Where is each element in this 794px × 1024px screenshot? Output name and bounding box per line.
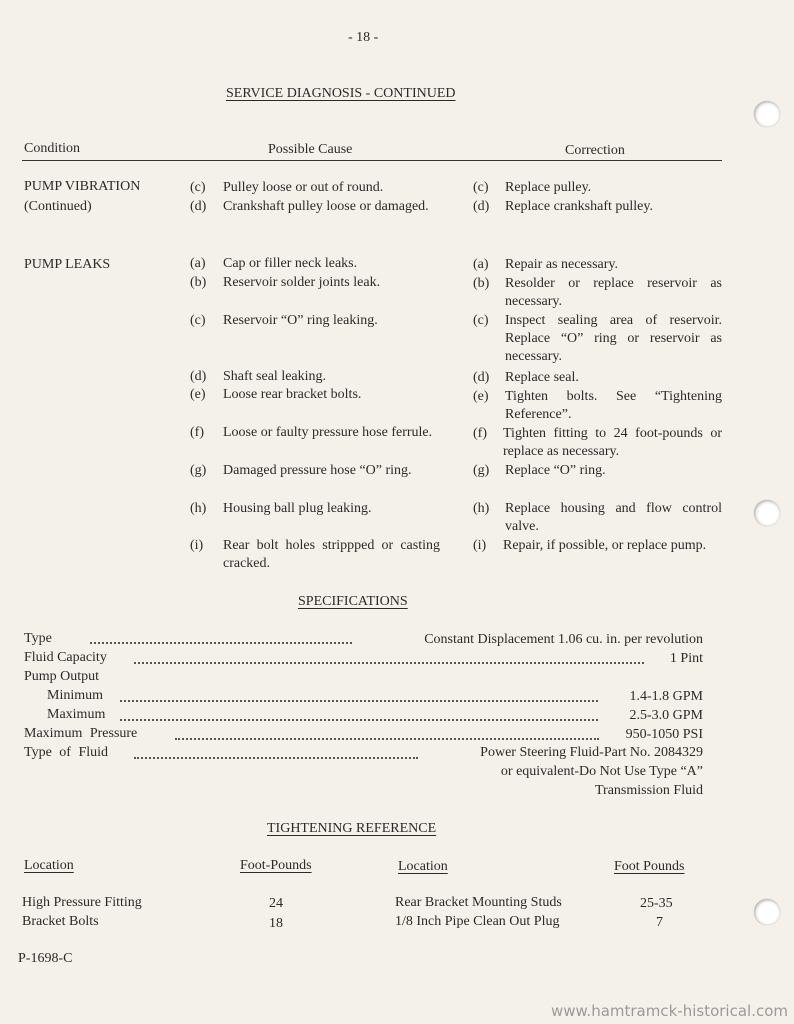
tightening-header-foot-pounds: Foot-Pounds xyxy=(240,858,312,873)
correction-letter: (d) xyxy=(473,370,490,385)
tightening-header-location-2: Location xyxy=(398,859,448,874)
dot-leader xyxy=(134,757,418,759)
correction-text: Inspect sealing area of reservoir. Replace “O” ring or reservoir as necessary. xyxy=(505,313,722,364)
cause-letter: (d) xyxy=(190,199,207,214)
correction-letter: (b) xyxy=(473,276,490,291)
dot-leader xyxy=(134,662,644,664)
tightening-location-2: 1/8 Inch Pipe Clean Out Plug xyxy=(395,914,560,929)
cause-text: Housing ball plug leaking. xyxy=(223,501,372,516)
spec-value: 1.4-1.8 GPM xyxy=(629,689,703,704)
binder-hole-middle xyxy=(754,500,780,526)
header-rule xyxy=(22,160,722,161)
cause-letter: (b) xyxy=(190,275,207,290)
dot-leader xyxy=(120,719,598,721)
cause-text: Shaft seal leaking. xyxy=(223,369,327,384)
spec-value: 950-1050 PSI xyxy=(625,727,703,742)
condition-label: PUMP LEAKS xyxy=(24,257,111,272)
spec-value: or equivalent-Do Not Use Type “A” xyxy=(500,764,703,779)
spec-value: 2.5-3.0 GPM xyxy=(629,708,703,723)
correction-letter: (g) xyxy=(473,463,490,478)
cause-letter: (a) xyxy=(190,256,206,271)
correction-text: Repair, if possible, or replace pump. xyxy=(503,538,707,553)
dot-leader xyxy=(90,642,352,644)
tightening-location: Bracket Bolts xyxy=(22,914,99,929)
cause-letter: (c) xyxy=(190,313,206,328)
spec-value: Power Steering Fluid-Part No. 2084329 xyxy=(480,745,703,760)
cause-letter: (c) xyxy=(190,180,206,195)
tightening-value-2: 25-35 xyxy=(640,896,673,911)
dot-leader xyxy=(175,738,599,740)
watermark: www.hamtramck-historical.com xyxy=(551,1002,788,1020)
cause-text: Damaged pressure hose “O” ring. xyxy=(223,463,412,478)
cause-text: Loose rear bracket bolts. xyxy=(223,387,362,402)
spec-label: Maximum Pressure xyxy=(24,726,138,741)
dot-leader xyxy=(120,700,598,702)
correction-letter: (d) xyxy=(473,199,490,214)
correction-text: Resolder or replace reservoir as necessary. xyxy=(505,276,722,309)
footer-code: P-1698-C xyxy=(18,951,73,966)
cause-text: Reservoir “O” ring leaking. xyxy=(223,313,378,328)
correction-text: Replace “O” ring. xyxy=(505,463,606,478)
correction-text: Replace pulley. xyxy=(505,180,592,195)
cause-text: Loose or faulty pressure hose ferrule. xyxy=(223,425,433,440)
spec-label: Fluid Capacity xyxy=(24,650,107,665)
cause-letter: (h) xyxy=(190,501,207,516)
cause-letter: (f) xyxy=(190,425,204,440)
correction-text: Tighten fitting to 24 foot-pounds or replace as necessary. xyxy=(503,426,722,459)
correction-text: Repair as necessary. xyxy=(505,257,618,272)
condition-label: (Continued) xyxy=(24,199,92,214)
column-header-cause: Possible Cause xyxy=(268,142,353,157)
section-title: SERVICE DIAGNOSIS - CONTINUED xyxy=(226,86,456,101)
cause-letter: (i) xyxy=(190,538,204,553)
column-header-condition: Condition xyxy=(24,141,81,156)
correction-text: Tighten bolts. See “Tightening Reference”. xyxy=(505,389,722,422)
tightening-value-2: 7 xyxy=(656,915,663,930)
tightening-value: 24 xyxy=(269,896,283,911)
cause-text: Cap or filler neck leaks. xyxy=(223,256,358,271)
spec-label: Maximum xyxy=(47,707,106,722)
tightening-value: 18 xyxy=(269,916,283,931)
correction-letter: (f) xyxy=(473,426,487,441)
spec-value: Transmission Fluid xyxy=(594,783,703,798)
page-number: - 18 - xyxy=(348,30,379,45)
correction-letter: (h) xyxy=(473,501,490,516)
condition-label: PUMP VIBRATION xyxy=(24,179,141,194)
correction-letter: (i) xyxy=(473,538,487,553)
spec-value: 1 Pint xyxy=(669,651,703,666)
correction-letter: (e) xyxy=(473,389,489,404)
spec-label: Minimum xyxy=(47,688,104,703)
spec-label: Pump Output xyxy=(24,669,100,684)
column-header-correction: Correction xyxy=(565,143,625,158)
cause-text: Reservoir solder joints leak. xyxy=(223,275,381,290)
tightening-location: High Pressure Fitting xyxy=(22,895,142,910)
cause-text: Pulley loose or out of round. xyxy=(223,180,384,195)
tightening-header-foot-pounds-2: Foot Pounds xyxy=(614,859,685,874)
correction-letter: (c) xyxy=(473,313,489,328)
spec-value: Constant Displacement 1.06 cu. in. per revolution xyxy=(424,632,703,647)
correction-text: Replace crankshaft pulley. xyxy=(505,199,653,214)
cause-text: Crankshaft pulley loose or damaged. xyxy=(223,199,429,214)
cause-letter: (d) xyxy=(190,369,207,384)
binder-hole-top xyxy=(754,101,780,127)
spec-label: Type xyxy=(24,631,52,646)
binder-hole-bottom xyxy=(754,899,780,925)
specs-title: SPECIFICATIONS xyxy=(298,594,408,609)
correction-letter: (c) xyxy=(473,180,489,195)
cause-letter: (e) xyxy=(190,387,206,402)
correction-text: Replace seal. xyxy=(505,370,579,385)
tightening-title: TIGHTENING REFERENCE xyxy=(267,821,437,836)
tightening-location-2: Rear Bracket Mounting Studs xyxy=(395,895,562,910)
spec-label: Type of Fluid xyxy=(24,745,109,760)
cause-letter: (g) xyxy=(190,463,207,478)
correction-letter: (a) xyxy=(473,257,489,272)
correction-text: Replace housing and flow control valve. xyxy=(505,501,722,534)
tightening-header-location: Location xyxy=(24,858,74,873)
cause-text: Rear bolt holes strippped or casting cracked. xyxy=(223,538,440,571)
